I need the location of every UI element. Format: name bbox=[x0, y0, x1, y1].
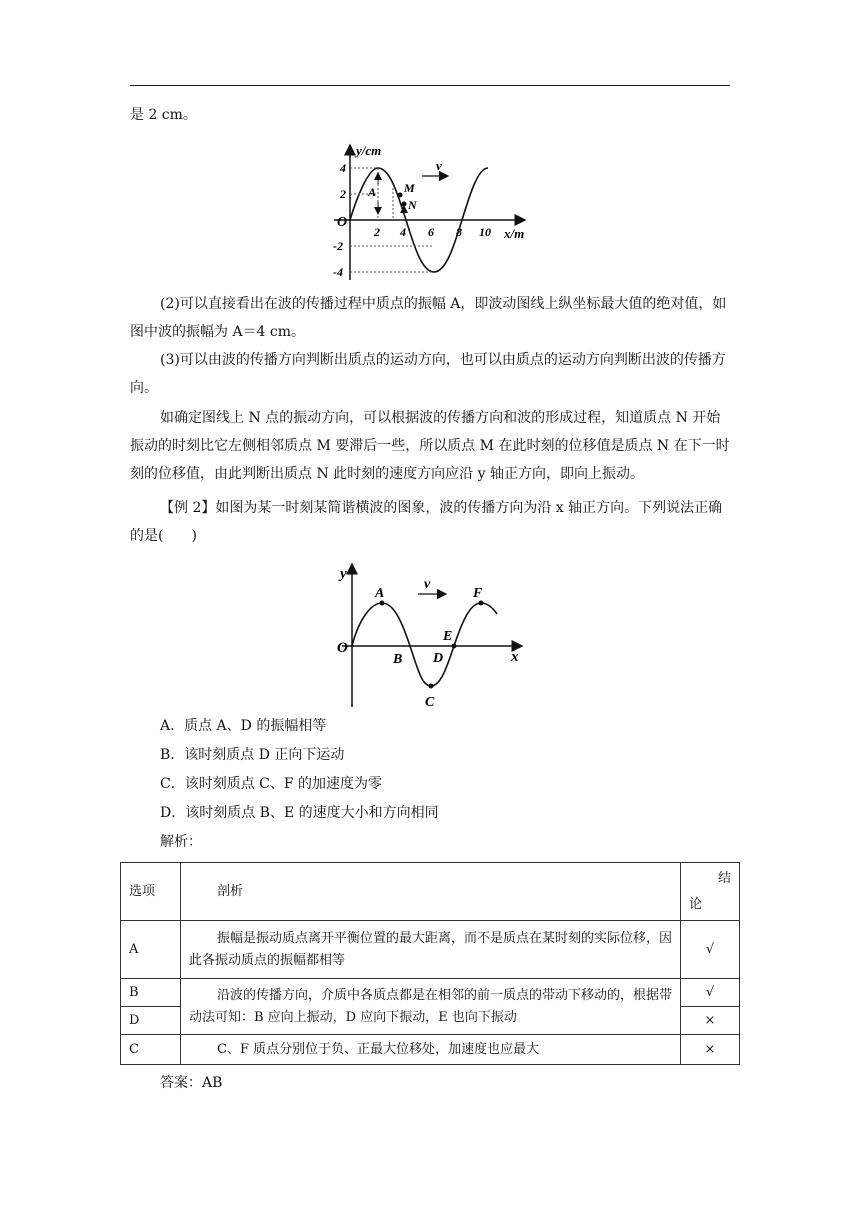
y-axis-label: y/cm bbox=[356, 143, 382, 158]
option-d: D．该时刻质点 B、E 的速度大小和方向相同 bbox=[160, 805, 439, 821]
point-e bbox=[452, 644, 457, 649]
option-a: A．质点 A、D 的振幅相等 bbox=[160, 718, 327, 734]
y-tick-label: -2 bbox=[333, 239, 343, 253]
wave-curve bbox=[352, 603, 497, 686]
example-question bbox=[130, 494, 730, 550]
row-option: B bbox=[121, 979, 181, 1007]
point-f bbox=[479, 601, 484, 606]
table-header-row bbox=[121, 863, 740, 921]
header-rule bbox=[130, 85, 730, 86]
point-a-label: A bbox=[375, 586, 385, 601]
row-analysis: 沿波的传播方向，介质中各质点都是在相邻的前一质点的带动下移动的，根据带动法可知：B 应向上振动，D 应向下振动，E 也向下振动 bbox=[181, 979, 681, 1035]
table-row bbox=[121, 1035, 740, 1065]
option-b: B．该时刻质点 D 正向下运动 bbox=[160, 747, 345, 763]
row-result: × bbox=[681, 1035, 740, 1065]
x-tick-label: 10 bbox=[479, 225, 491, 239]
analysis-table bbox=[120, 862, 740, 1065]
wave-figure-1 bbox=[330, 140, 540, 285]
row-result: × bbox=[681, 1007, 740, 1035]
point-m bbox=[398, 193, 403, 198]
y-tick-label: 4 bbox=[340, 161, 346, 175]
point-c-label: C bbox=[425, 695, 435, 710]
velocity-label: v bbox=[424, 577, 431, 592]
header-result-line1: 结 bbox=[717, 870, 731, 886]
x-tick-label: 2 bbox=[374, 225, 380, 239]
header-result-line2: 论 bbox=[689, 896, 703, 912]
point-m-label: M bbox=[404, 181, 415, 195]
row-option: A bbox=[121, 921, 181, 979]
header-result bbox=[681, 863, 740, 921]
example-question-text: 如图为某一时刻某简谐横波的图象，波的传播方向为沿 x 轴正方向。下列说法正确的是( ) bbox=[130, 500, 723, 544]
table-row bbox=[121, 979, 740, 1007]
velocity-label: v bbox=[436, 158, 442, 173]
x-axis-label: x bbox=[511, 649, 519, 665]
y-axis-label: y bbox=[340, 566, 347, 582]
header-option: 选项 bbox=[121, 863, 181, 921]
row-analysis: C、F 质点分别位于负、正最大位移处，加速度也应最大 bbox=[181, 1035, 681, 1065]
answer: 答案：AB bbox=[160, 1075, 223, 1091]
row-option: C bbox=[121, 1035, 181, 1065]
y-tick-label: -4 bbox=[333, 265, 343, 279]
paragraph-2: (2)可以直接看出在波的传播过程中质点的振幅 A，即波动图线上纵坐标最大值的绝对值，如图中波的振幅为 A＝4 cm。 bbox=[130, 296, 727, 340]
x-tick-label: 6 bbox=[428, 225, 434, 239]
point-b-label: B bbox=[393, 652, 403, 667]
point-n bbox=[402, 202, 407, 207]
paragraph-4: 如确定图线上 N 点的振动方向，可以根据波的传播方向和波的形成过程，知道质点 N 开始振动的时刻比它左侧相邻质点 M 要滞后一些，所以质点 M 在此时刻的位移值是质点 N 在下一时刻的位移值，由此判断出质点 N 此时刻的速度方向应沿 y 轴正方向，即向上振动。 bbox=[130, 410, 730, 482]
point-n-label: N bbox=[408, 198, 417, 212]
point-f-label: F bbox=[473, 586, 483, 601]
origin-label: O bbox=[337, 215, 348, 230]
y-tick-label: 2 bbox=[340, 187, 346, 201]
row-analysis: 振幅是振动质点离开平衡位置的最大距离，而不是质点在某时刻的实际位移，因此各振动质点的振幅都相等 bbox=[181, 921, 681, 979]
x-tick-label: 8 bbox=[456, 225, 462, 239]
origin-label: O bbox=[337, 640, 348, 656]
example-tag: 【例 2】 bbox=[160, 500, 216, 516]
point-a-label: A bbox=[368, 185, 377, 199]
wave-figure-2 bbox=[330, 560, 535, 710]
point-a bbox=[380, 601, 385, 606]
table-row bbox=[121, 921, 740, 979]
paragraph-3: (3)可以由波的传播方向判断出质点的运动方向，也可以由质点的运动方向判断出波的传播方向。 bbox=[130, 352, 726, 396]
x-tick-label: 4 bbox=[400, 225, 406, 239]
option-c: C．该时刻质点 C、F 的加速度为零 bbox=[160, 776, 383, 792]
row-result: √ bbox=[681, 979, 740, 1007]
analysis-label: 解析： bbox=[160, 834, 202, 850]
row-option: D bbox=[121, 1007, 181, 1035]
row-result: √ bbox=[681, 921, 740, 979]
text-line-amplitude-2cm: 是 2 cm。 bbox=[130, 107, 197, 123]
point-d-label: D bbox=[433, 651, 444, 666]
x-axis-label: x/m bbox=[504, 226, 525, 241]
point-c bbox=[429, 684, 434, 689]
header-analysis: 剖析 bbox=[181, 863, 681, 921]
point-e-label: E bbox=[443, 629, 453, 644]
